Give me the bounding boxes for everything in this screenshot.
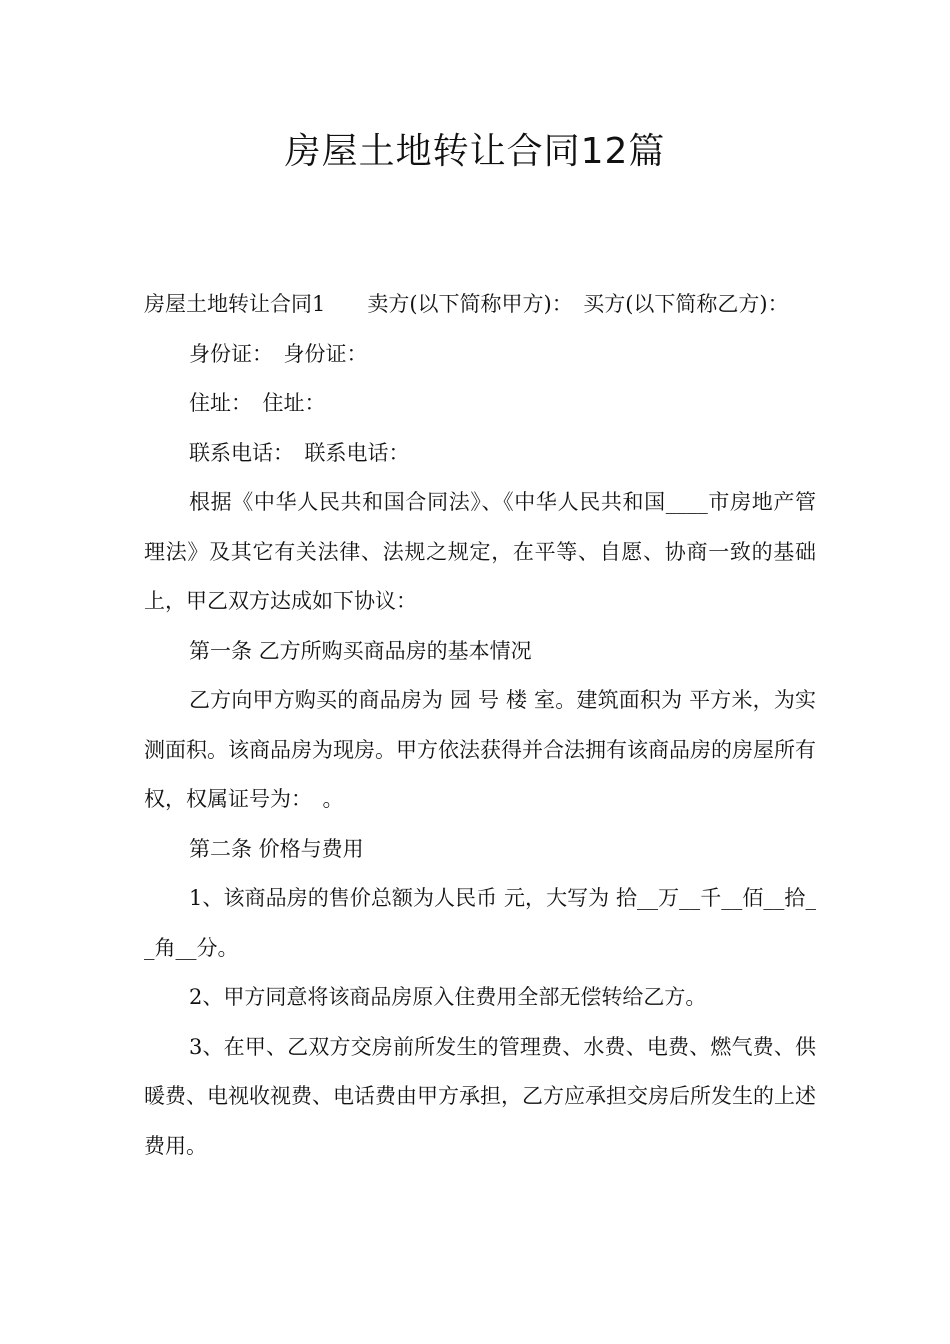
paragraph-price: 1、该商品房的售价总额为人民币 元，大写为 拾__万__千__佰__拾__角__分。: [144, 886, 816, 960]
paragraph-fees-responsibility: 3、在甲、乙双方交房前所发生的管理费、水费、电费、燃气费、供暖费、电视收视费、电话费由甲方承担，乙方应承担交房后所发生的上述费用。: [144, 1034, 816, 1158]
paragraph-fees-transfer: 2、甲方同意将该商品房原入住费用全部无偿转给乙方。: [189, 985, 707, 1009]
paragraph-address: 住址： 住址：: [189, 391, 326, 415]
paragraph-property-details: 乙方向甲方购买的商品房为 园 号 楼 室。建筑面积为 平方米，为实测面积。该商品房为现房。甲方依法获得并合法拥有该商品房的房屋所有权，权属证号为： 。: [144, 688, 816, 811]
paragraph-legal-basis: 根据《中华人民共和国合同法》、《中华人民共和国____市房地产管理法》及其它有关法律、法规之规定，在平等、自愿、协商一致的基础上，甲乙双方达成如下协议：: [144, 490, 816, 613]
paragraph-phone: 联系电话： 联系电话：: [189, 440, 410, 465]
document-body: [144, 280, 816, 1171]
heading-article-2: 第二条 价格与费用: [189, 836, 364, 861]
paragraph-id-card: 身份证： 身份证：: [189, 341, 368, 366]
paragraph-parties: 房屋土地转让合同1 卖方(以下简称甲方)： 买方(以下简称乙方)：: [144, 292, 789, 316]
document-title: 房屋土地转让合同12篇: [284, 131, 666, 172]
heading-article-1: 第一条 乙方所购买商品房的基本情况: [189, 638, 532, 663]
